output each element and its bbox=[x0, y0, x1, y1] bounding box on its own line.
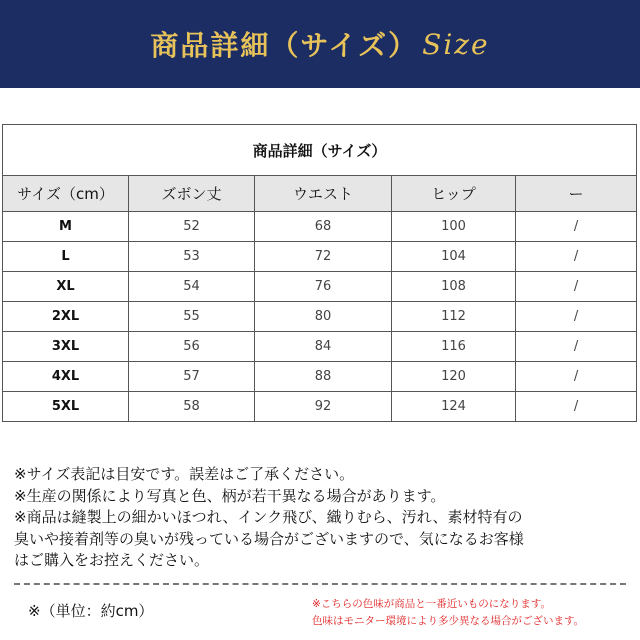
cell-length: 53 bbox=[129, 242, 255, 272]
table-row bbox=[3, 332, 637, 362]
cell-waist: 68 bbox=[255, 212, 392, 242]
note-line: ※商品は縫製上の細かいほつれ、インク飛び、織りむら、汚れ、素材特有の bbox=[14, 508, 523, 526]
table-row bbox=[3, 392, 637, 422]
cell-size: 4XL bbox=[3, 362, 129, 392]
cell-size: 5XL bbox=[3, 392, 129, 422]
color-disclaimer bbox=[312, 596, 584, 630]
cell-size: L bbox=[3, 242, 129, 272]
cell-length: 57 bbox=[129, 362, 255, 392]
table-row bbox=[3, 362, 637, 392]
banner-accent-text: Size bbox=[422, 27, 490, 61]
header-hip: ヒップ bbox=[392, 176, 516, 212]
note-line: はご購入をお控えください。 bbox=[14, 551, 210, 569]
cell-other: / bbox=[516, 362, 637, 392]
cell-size: XL bbox=[3, 272, 129, 302]
cell-hip: 104 bbox=[392, 242, 516, 272]
table-row bbox=[3, 272, 637, 302]
cell-waist: 88 bbox=[255, 362, 392, 392]
cell-length: 54 bbox=[129, 272, 255, 302]
table-row bbox=[3, 242, 637, 272]
header-other: ー bbox=[516, 176, 637, 212]
cell-hip: 112 bbox=[392, 302, 516, 332]
table-caption: 商品詳細（サイズ） bbox=[3, 125, 637, 176]
table-row bbox=[3, 212, 637, 242]
cell-waist: 92 bbox=[255, 392, 392, 422]
cell-other: / bbox=[516, 332, 637, 362]
note-line: 臭いや接着剤等の臭いが残っている場合がございますので、気になるお客様 bbox=[14, 529, 524, 548]
disclaimer-line: 色味はモニター環境により多少異なる場合がございます。 bbox=[312, 615, 585, 627]
cell-size: M bbox=[3, 212, 129, 242]
cell-hip: 120 bbox=[392, 362, 516, 392]
disclaimer-line: ※こちらの色味が商品と一番近いものになります。 bbox=[312, 598, 551, 610]
cell-waist: 72 bbox=[255, 242, 392, 272]
cell-size: 2XL bbox=[3, 302, 129, 332]
cell-length: 56 bbox=[129, 332, 255, 362]
cell-length: 55 bbox=[129, 302, 255, 332]
header-banner bbox=[0, 0, 640, 88]
notes-block bbox=[14, 464, 634, 572]
cell-waist: 80 bbox=[255, 302, 392, 332]
banner-title: 商品詳細（サイズ） bbox=[150, 29, 419, 62]
unit-note: ※（単位：約cm） bbox=[28, 602, 154, 620]
note-line: ※サイズ表記は目安です。誤差はご了承ください。 bbox=[14, 465, 355, 483]
table-header-row bbox=[3, 176, 637, 212]
header-length: ズボン丈 bbox=[129, 176, 255, 212]
cell-hip: 116 bbox=[392, 332, 516, 362]
cell-size: 3XL bbox=[3, 332, 129, 362]
header-size: サイズ（cm） bbox=[3, 176, 129, 212]
cell-hip: 100 bbox=[392, 212, 516, 242]
cell-hip: 124 bbox=[392, 392, 516, 422]
size-table bbox=[2, 124, 637, 422]
cell-length: 52 bbox=[129, 212, 255, 242]
cell-other: / bbox=[516, 212, 637, 242]
table-row bbox=[3, 302, 637, 332]
cell-other: / bbox=[516, 242, 637, 272]
note-line: ※生産の関係により写真と色、柄が若干異なる場合があります。 bbox=[14, 486, 446, 505]
cell-waist: 84 bbox=[255, 332, 392, 362]
dashed-divider bbox=[14, 583, 626, 585]
cell-other: / bbox=[516, 392, 637, 422]
cell-other: / bbox=[516, 302, 637, 332]
cell-other: / bbox=[516, 272, 637, 302]
cell-hip: 108 bbox=[392, 272, 516, 302]
cell-waist: 76 bbox=[255, 272, 392, 302]
size-table-container bbox=[2, 124, 636, 422]
cell-length: 58 bbox=[129, 392, 255, 422]
header-waist: ウエスト bbox=[255, 176, 392, 212]
